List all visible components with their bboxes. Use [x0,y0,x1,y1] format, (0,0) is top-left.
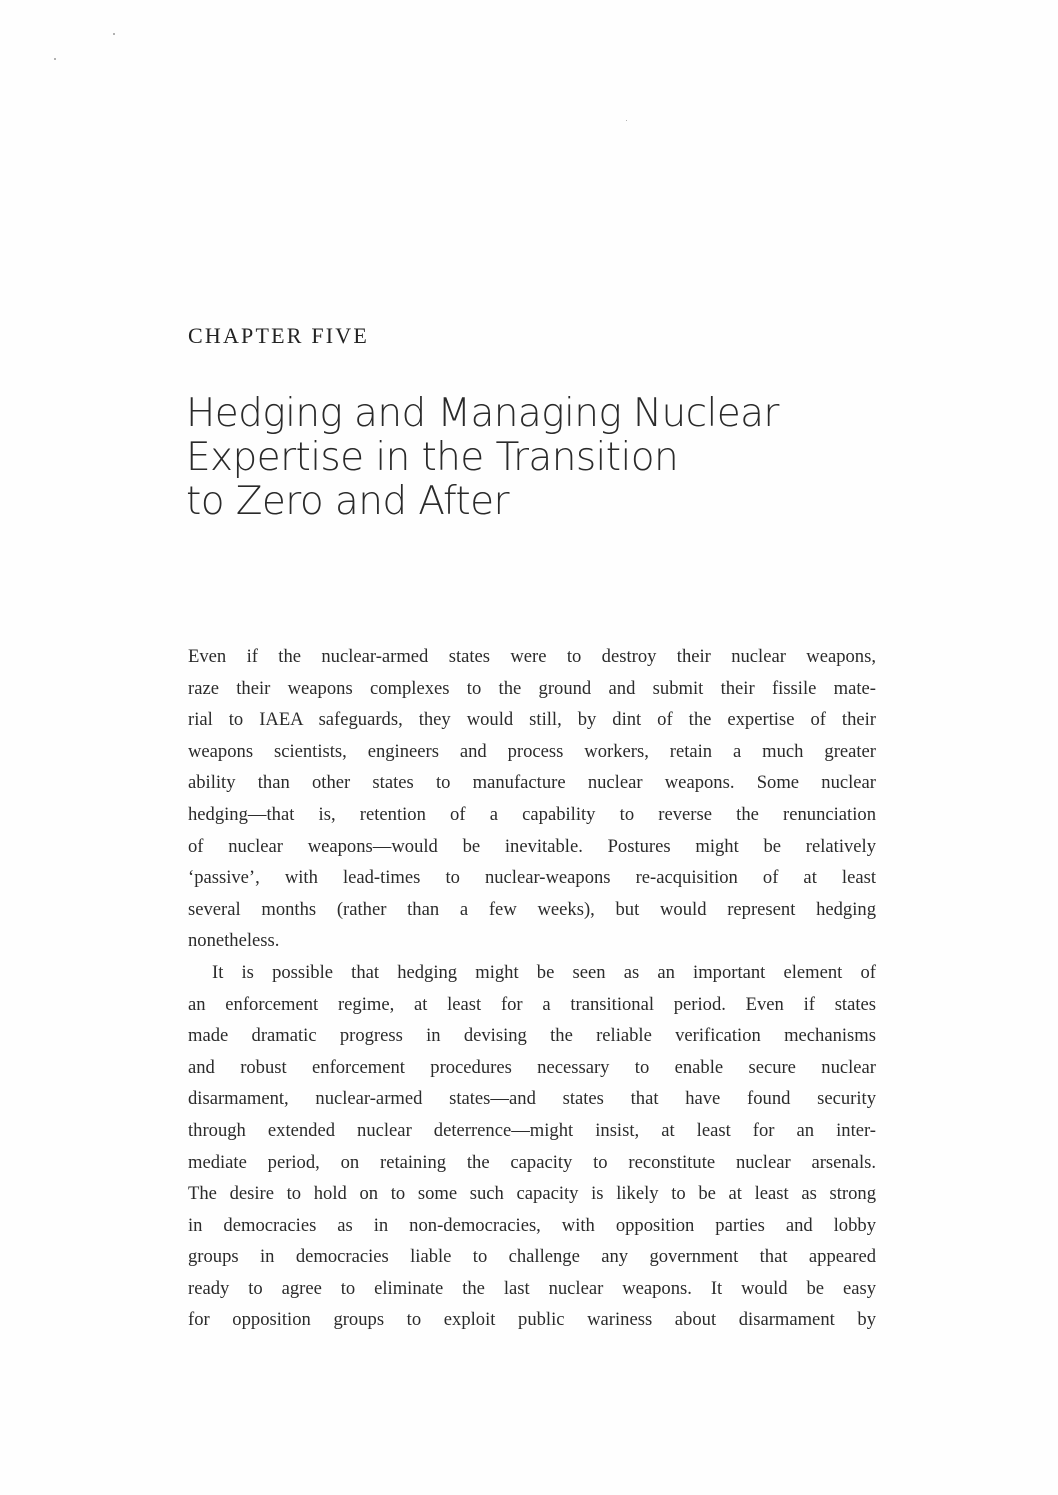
text-line: ready to agree to eliminate the last nuclear weapons. It would be easy [188,1277,876,1299]
scan-speck [113,33,115,35]
text-line: through extended nuclear deterrence—might insist, at least for an inter- [188,1119,876,1141]
chapter-label: CHAPTER FIVE [188,323,370,348]
text-line: disarmament, nuclear-armed states—and states that have found security [188,1088,876,1110]
text-line: made dramatic progress in devising the reliable verification mechanisms [188,1025,876,1047]
paragraph [188,641,876,957]
text-line: for opposition groups to exploit public wariness about disarmament by [188,1309,876,1331]
text-line: weapons scientists, engineers and process workers, retain a much greater [188,740,876,762]
text-line: The desire to hold on to some such capacity is likely to be at least as strong [188,1183,876,1205]
text-line: ability than other states to manufacture nuclear weapons. Some nuclear [188,772,876,794]
chapter-title [186,392,886,524]
text-line: an enforcement regime, at least for a transitional period. Even if states [188,993,876,1015]
text-line: of nuclear weapons—would be inevitable. Postures might be relatively [188,835,876,857]
text-line: ‘passive’, with lead-times to nuclear-weapons re-acquisition of at least [188,867,876,889]
text-line: It is possible that hedging might be seen as an important element of [212,961,876,983]
text-line: mediate period, on retaining the capacity to reconstitute nuclear arsenals. [188,1151,876,1173]
paragraph [188,957,876,1336]
text-line: and robust enforcement procedures necessary to enable secure nuclear [188,1056,876,1078]
scan-speck [54,58,56,60]
text-line: groups in democracies liable to challenge any government that appeared [188,1246,876,1268]
text-line: rial to IAEA safeguards, they would still, by dint of the expertise of their [188,709,876,731]
body-text [188,641,876,1336]
text-line: in democracies as in non-democracies, with opposition parties and lobby [188,1214,876,1236]
chapter-title-line: Expertise in the Transition [186,435,679,480]
text-line: Even if the nuclear-armed states were to destroy their nuclear weapons, [188,646,876,667]
text-line: hedging—that is, retention of a capability to reverse the renunciation [188,803,876,825]
chapter-title-line: to Zero and After [186,479,509,524]
text-line: nonetheless. [188,930,280,952]
chapter-title-line: Hedging and Managing Nuclear [186,391,779,436]
text-line: several months (rather than a few weeks), but would represent hedging [188,898,876,920]
scan-speck [626,120,627,121]
text-line: raze their weapons complexes to the ground and submit their fissile mate- [188,677,876,699]
